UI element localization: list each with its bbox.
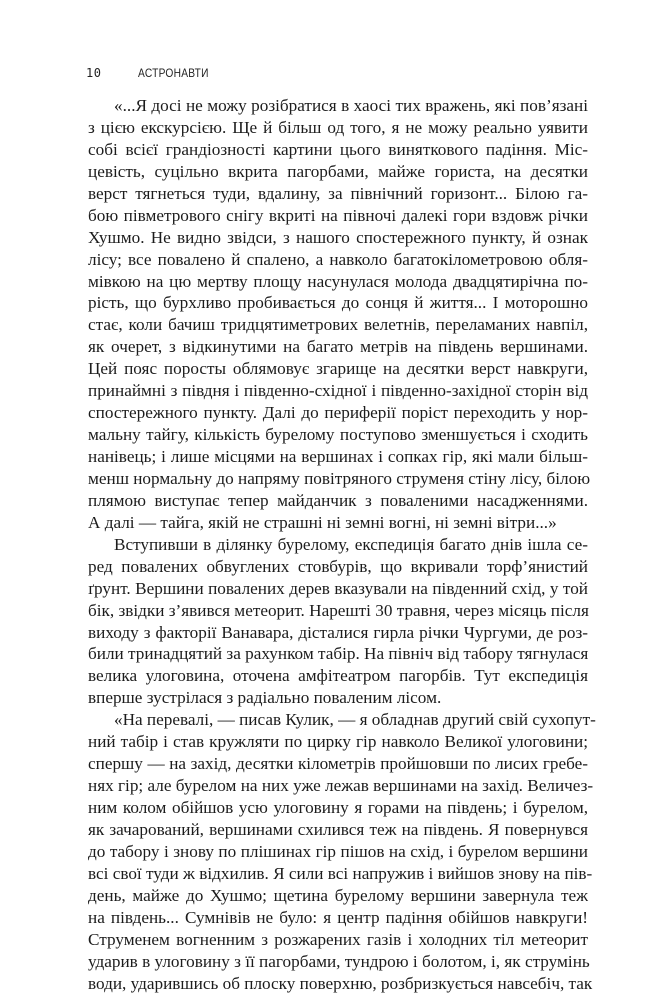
text-line: нанівець; і лише місцями на вершинах і сопках гір, які мали більш-: [88, 447, 588, 466]
text-line: ний табір і став кружляти по цирку гір навколо Великої улоговини;: [88, 732, 588, 752]
text-line: як зачарований, вершинами схилився теж на південь. Я повернувся: [88, 819, 588, 839]
text-line: до табору і знову по плішинах гір пішов на схід, і бурелом вершини: [88, 841, 588, 861]
text-line: плямою виступає тепер майданчик з поваленими насадженнями.: [88, 490, 588, 510]
paragraph-narrative: [88, 534, 588, 710]
text-line: води, ударившись об плоску поверхню, розбризкується навсебіч, так: [88, 973, 593, 993]
text-line: стає, коли бачиш тридцятиметрових велетнів, переламаних навпіл,: [88, 315, 588, 335]
text-line: бік, звідки з’явився метеорит. Нарешті 30 травня, через місяць після: [88, 600, 589, 620]
text-line: виходу з факторії Ванавара, дісталися гирла річки Чургуми, де роз-: [88, 622, 588, 642]
paragraph-quote-2: [88, 709, 596, 994]
page-number: 10: [86, 66, 102, 80]
text-line: мальну тайгу, кількість бурелому поступово зменшується і сходить: [88, 425, 588, 445]
text-line: лісу; все повалено й спалено, а навколо багатокілометровою обля-: [88, 249, 588, 269]
text-line: Хушмо. Не видно звідси, з нашого спостережного пункту, й ознак: [88, 227, 588, 247]
text-line: «На перевалі, — писав Кулик, — я обладнав другий свій сухопут-: [114, 710, 596, 730]
text-line: Цей пояс поросты облямовує згарище на десятки верст навкруги,: [88, 359, 588, 379]
text-line: нях гір; але бурелом на них уже лежав вершинами на захід. Величез-: [88, 776, 594, 796]
text-line: ним колом обійшов усю улоговину я горами на південь; і бурелом,: [88, 798, 588, 817]
text-line: А далі — тайга, якій не страшні ні земні вогні, ні земні вітри...»: [88, 512, 557, 532]
text-line: ударив в улоговину з її пагорбами, тундрою і болотом, і, як струмінь: [88, 951, 590, 971]
running-head-title: АСТРОНАВТИ: [138, 66, 209, 80]
paragraph-quote-1: [88, 95, 591, 534]
text-line: спершу — на захід, десятки кілометрів пройшовши по лисих гребе-: [88, 754, 588, 774]
text-line: Струменем вогненним з розжарених газів і холодних тіл метеорит: [88, 929, 588, 949]
text-line: на південь... Сумнівів не було: я центр падіння обійшов навкруги!: [88, 907, 588, 927]
text-line: рість, що бурхливо пробивається до сонця й життя... І моторошно: [88, 293, 588, 313]
text-line: менш нормальну до напряму повітряного струменя стіну лісу, білою: [88, 468, 591, 488]
text-line: верст тягнеться туди, вдалину, за північний горизонт... Білою га-: [88, 183, 588, 203]
running-head: [86, 64, 221, 82]
text-line: собі всієї грандіозності картини цього виняткового падіння. Міс-: [88, 139, 588, 159]
text-line: день, майже до Хушмо; щетина бурелому вершини завернула теж: [88, 885, 588, 905]
text-line: ґрунт. Вершини повалених дерев вказували на південний схід, у той: [88, 578, 588, 598]
text-line: мівкою на цю мертву площу насунулася молода двадцятирічна по-: [88, 271, 588, 291]
text-line: велика улоговина, оточена амфітеатром пагорбів. Тут експедиція: [88, 666, 588, 686]
text-line: «...Я досі не можу розібратися в хаосі тих вражень, які пов’язані: [114, 96, 588, 115]
text-line: цевість, суцільно вкрита пагорбами, майже гориста, на десятки: [88, 161, 588, 181]
text-line: спостережного пункту. Далі до периферії поріст переходить у нор-: [88, 403, 588, 423]
text-line: били тринадцятий за рахунком табір. На північ від табору тягнулася: [88, 644, 589, 664]
text-line: всі свої туди ж відхилив. Я сили всі напружив і вийшов знову на пів-: [88, 863, 593, 883]
text-line: Вступивши в ділянку бурелому, експедиція багато днів ішла се-: [114, 534, 588, 554]
text-line: вперше зустрілася з радіально поваленим лісом.: [88, 688, 442, 708]
text-line: як очерет, з відкинутими на багато метрів на південь вершинами.: [88, 337, 588, 357]
text-line: з цією екскурсією. Ще й більш од того, я не можу реально уявити: [88, 117, 588, 137]
text-line: принаймні з півдня і південно-східної і південно-західної сторін від: [88, 381, 588, 401]
text-line: ред повалених обвуглених стовбурів, що вкривали торф’янистий: [88, 556, 588, 576]
body-text: [88, 95, 596, 994]
text-line: бою півметрового снігу вкриті на півночі далекі гори вздовж річки: [88, 205, 588, 225]
